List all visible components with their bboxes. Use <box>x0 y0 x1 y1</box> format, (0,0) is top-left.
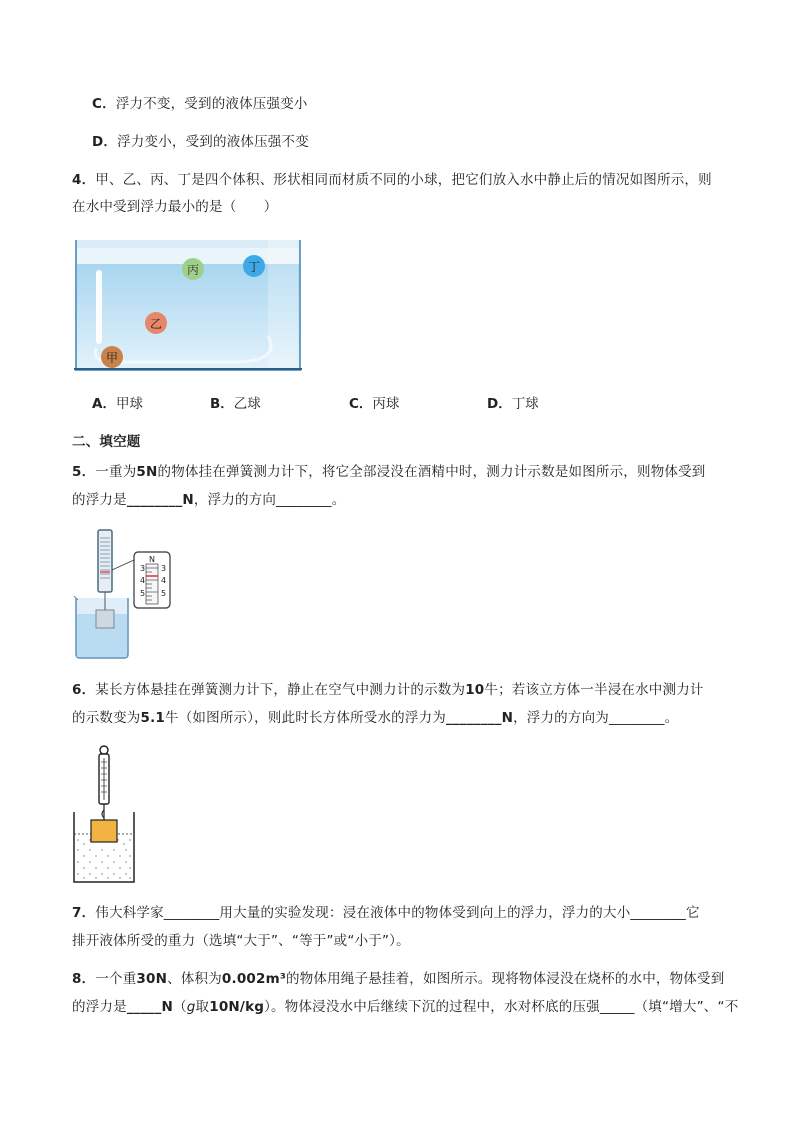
ball-jia-label: 甲 <box>105 351 119 365</box>
question-8-line-1: 8．一个重30N、体积为0.002m³的物体用绳子悬挂着，如图所示。现将物体浸没在烧杯的水中，物体受到 <box>72 971 725 987</box>
section-heading-fill-in: 二、填空题 <box>72 434 141 450</box>
ball-ding-label: 丁 <box>247 260 261 274</box>
ball-yi-label: 乙 <box>149 317 163 331</box>
question-6-line-2: 的示数变为5.1牛（如图所示），则此时长方体所受水的浮力为________N，浮力的方向为________。 <box>72 710 679 726</box>
glass-reflection <box>96 270 102 344</box>
question-5-line-1: 5．一重为5N的物体挂在弹簧测力计下，将它全部浸没在酒精中时，测力计示数是如图所示，则物体受到 <box>72 464 706 480</box>
q4-option-b: B．乙球 <box>210 396 261 412</box>
question-7-line-2: 排开液体所受的重力（选填“大于”、“等于”或“小于”）。 <box>72 933 410 949</box>
question-7-line-1: 7．伟大科学家________用大量的实验发现：浸在液体中的物体受到向上的浮力，浮力的大小________它 <box>72 905 700 921</box>
tick-3-left: 3 <box>140 564 146 573</box>
cuboid-block <box>91 820 117 842</box>
balls-in-water-figure <box>72 236 304 374</box>
q4-option-a: A．甲球 <box>92 396 143 412</box>
option-c: C．浮力不变，受到的液体压强变小 <box>92 96 308 112</box>
tick-3-right: 3 <box>161 564 167 573</box>
ball-bing-label: 丙 <box>186 263 200 277</box>
q4-option-d: D．丁球 <box>487 396 539 412</box>
tick-4-right: 4 <box>161 576 167 585</box>
submerged-block <box>96 610 114 628</box>
question-6-line-1: 6．某长方体悬挂在弹簧测力计下，静止在空气中测力计的示数为10牛；若该立方体一半浸在水中测力计 <box>72 682 704 698</box>
spring-scale-body <box>98 530 112 592</box>
q4-option-c: C．丙球 <box>349 396 400 412</box>
question-4-line-1: 4．甲、乙、丙、丁是四个体积、形状相同而材质不同的小球，把它们放入水中静止后的情况如图所示，则 <box>72 172 712 188</box>
tick-5-right: 5 <box>161 589 167 598</box>
scale-unit: N <box>149 555 155 564</box>
option-d: D．浮力变小，受到的液体压强不变 <box>92 134 309 150</box>
scale-ring <box>100 746 108 754</box>
tick-5-left: 5 <box>140 589 146 598</box>
question-8-line-2: 的浮力是_____N（g取10N/kg）。物体浸没水中后继续下沉的过程中，水对杯底的压强_____（填“增大”、“不 <box>72 999 739 1015</box>
question-4-line-2: 在水中受到浮力最小的是（ ） <box>72 199 278 215</box>
block-half-submerged-figure <box>72 744 136 884</box>
tick-4-left: 4 <box>140 576 146 585</box>
spring-scale-in-alcohol-figure <box>72 526 176 662</box>
question-5-line-2: 的浮力是________N，浮力的方向________。 <box>72 492 346 508</box>
